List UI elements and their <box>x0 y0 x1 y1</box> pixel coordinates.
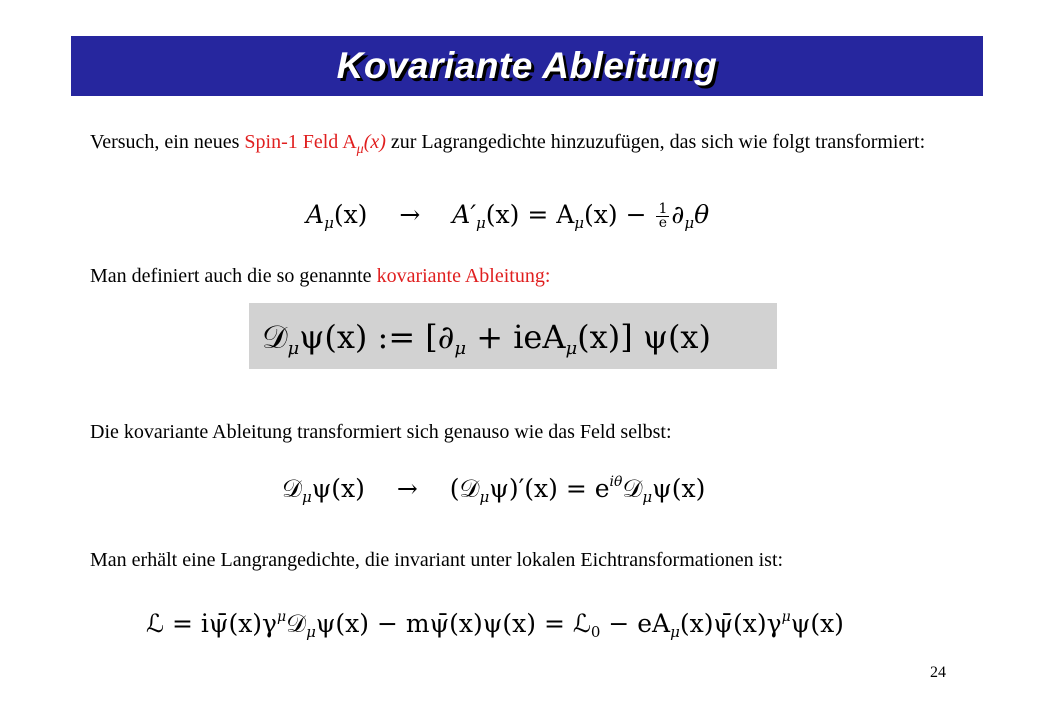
eq1-rhs-c: ∂ <box>671 200 685 229</box>
eq2-d: (x)] ψ(x) <box>577 318 711 356</box>
eq2-c-sub: μ <box>565 338 578 359</box>
eq3-e: 𝒟 <box>622 474 643 503</box>
eq1-rhs-c-tail: θ <box>694 200 710 229</box>
eq3-c: (𝒟 <box>449 474 480 503</box>
eq1-lhs-sub: μ <box>324 214 334 232</box>
eq4-a-sup: μ <box>277 609 287 625</box>
eq3-c-sub: μ <box>479 488 490 506</box>
eq1-rhs-a: A′ <box>452 200 477 229</box>
eq1-rhs-b-arg: (x) − <box>584 200 647 229</box>
page-number: 24 <box>930 664 946 681</box>
para2-text: Man definiert auch die so genannte <box>90 265 377 287</box>
eq1-arrow: → <box>399 200 421 229</box>
paragraph-definition <box>90 262 980 290</box>
eq4-c-sub: 0 <box>590 623 601 641</box>
eq4-d: − eA <box>600 609 671 638</box>
para1-highlight-tail: (x) <box>363 131 386 153</box>
eq1-frac-num: 1 <box>658 201 668 217</box>
eq3-f: ψ(x) <box>652 474 706 503</box>
eq4-f: ψ(x) <box>790 609 844 638</box>
slide-title: Kovariante Ableitung <box>336 45 718 86</box>
eq3-a-sub: μ <box>301 488 312 506</box>
eq1-lhs-arg: (x) <box>333 200 368 229</box>
eq4-e-sup: μ <box>781 609 791 625</box>
eq1-rhs-c-sub: μ <box>684 214 695 232</box>
eq2-b-sub: μ <box>454 338 467 359</box>
para1-text-b: zur Lagrangedichte hinzuzufügen, das sich wie folgt transformiert: <box>385 131 926 153</box>
eq4-a: ℒ = iψ̄(x)γ <box>146 609 277 638</box>
eq3-e-sub: μ <box>642 488 653 506</box>
para1-highlight-text: Spin-1 Feld A <box>244 131 357 153</box>
eq1-rhs-a-arg: (x) = A <box>485 200 575 229</box>
paragraph-spin1-field <box>90 128 980 164</box>
eq3-d-sup: iθ <box>609 474 623 490</box>
equation-derivative-transformation <box>282 474 705 506</box>
eq2-a-sub: μ <box>287 338 300 359</box>
equation-covariant-derivative <box>262 318 711 359</box>
eq4-e: (x)ψ̄(x)γ <box>679 609 782 638</box>
eq4-c: ψ(x) − mψ̄(x)ψ(x) = ℒ <box>315 609 591 638</box>
eq1-lhs: A <box>306 200 325 229</box>
eq1-rhs-b-sub: μ <box>574 214 585 232</box>
eq2-c: + ieA <box>466 318 566 356</box>
paragraph-transformation: Die kovariante Ableitung transformiert sich genauso wie das Feld selbst: <box>90 421 672 443</box>
para1-highlight-sub: μ <box>356 142 364 157</box>
eq3-d: ψ)′(x) = e <box>489 474 610 503</box>
eq3-a: 𝒟 <box>282 474 302 503</box>
eq3-b: ψ(x) <box>311 474 365 503</box>
title-bar <box>71 36 983 96</box>
equation-lagrangian <box>146 609 844 641</box>
paragraph-lagrangian-intro: Man erhält eine Langrangedichte, die invariant unter lokalen Eichtransformationen ist: <box>90 549 784 571</box>
eq4-b: 𝒟 <box>286 609 307 638</box>
equation-field-transformation <box>306 200 709 232</box>
para2-highlight: kovariante Ableitung: <box>376 265 551 287</box>
para1-text-a: Versuch, ein neues <box>90 131 245 153</box>
para1-highlight <box>244 131 386 157</box>
eq2-a: 𝒟 <box>262 318 288 356</box>
eq1-frac-den: e <box>658 215 668 231</box>
eq3-arrow: → <box>396 474 418 503</box>
eq4-b-sub: μ <box>306 623 316 641</box>
eq2-b: ψ(x) := [∂ <box>299 318 455 356</box>
eq1-rhs-a-sub: μ <box>476 214 486 232</box>
eq4-d-sub: μ <box>670 623 680 641</box>
eq1-fraction <box>656 203 669 230</box>
